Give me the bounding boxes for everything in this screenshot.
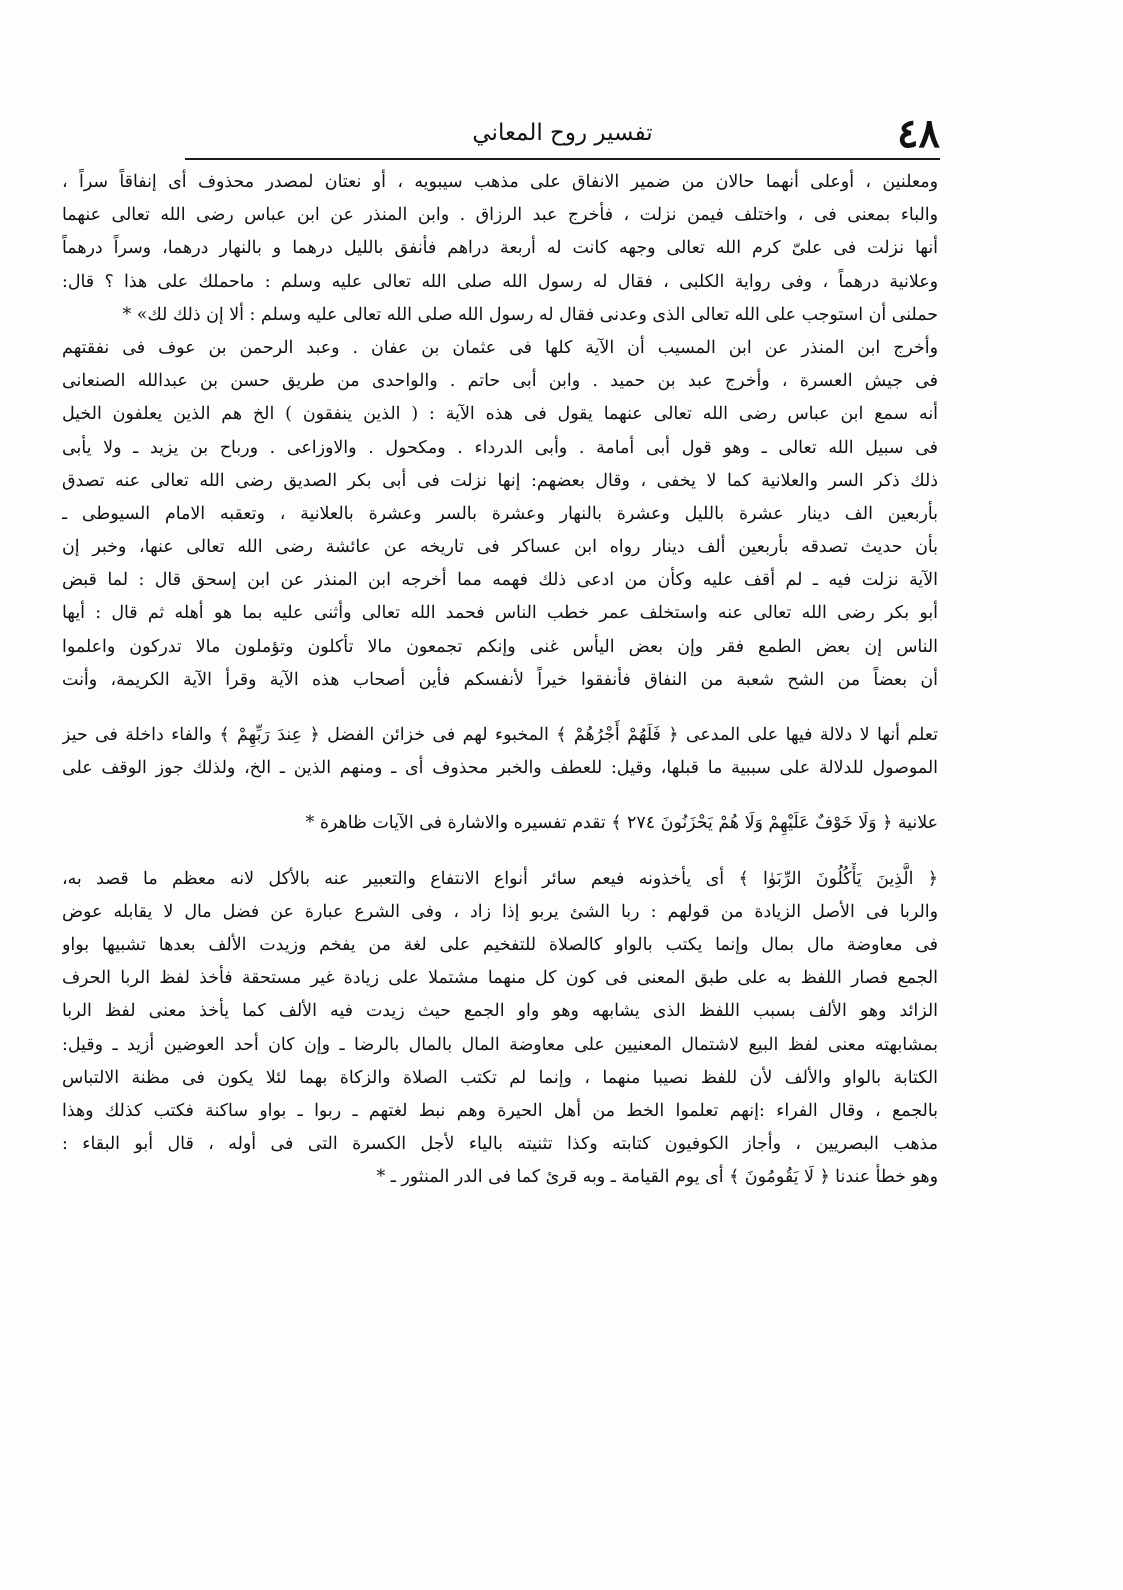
text-line: فى سبيل الله تعالى ـ وهو قول أبى أمامة . وأبى الدرداء . ومكحول . والاوزاعى . ورباح بن يزيد ـ ولا يأبى — [62, 437, 938, 458]
text-line: الآية نزلت فيه ـ لم أقف عليه وكأن من ادعى ذلك فهمه مما أخرجه ابن المنذر عن ابن إسحق قال : لما قبض — [62, 570, 938, 591]
text-line: فى جيش العسرة ، وأخرج عبد بن حميد . وابن أبى حاتم . والواحدى من طريق حسن بن عبدالله الصنعانى — [62, 371, 938, 392]
text-line: وعلانية درهماً ، وفى رواية الكلبى ، فقال له رسول الله صلى الله تعالى عليه وسلم : ماحملك على هذا ؟ قال: — [62, 271, 938, 292]
text-line: ذلك ذكر السر والعلانية كما لا يخفى ، وقال بعضهم: إنها نزلت فى أبى بكر الصديق رضى الله تعالى عنه تصدق — [62, 470, 938, 491]
text-line: مذهب البصريين ، وأجاز الكوفيون كتابته وكذا تثنيته بالياء لأجل الكسرة التى فى أوله ، قال أبو البقاء : — [62, 1134, 938, 1155]
text-line: أنه سمع ابن عباس رضى الله تعالى عنهما يقول فى هذه الآية : ( الذين ينفقون ) الخ هم الذين يعلفون الخيل — [62, 404, 938, 425]
text-line: الجمع فصار اللفظ به على طبق المعنى فى كون كل منهما مشتملا على زيادة غير مستحقة فأخذ لفظ الربا الحرف — [62, 968, 938, 989]
text-line: أن بعضاً من الشح شعبة من النفاق فأنفقوا خيراً لأنفسكم فأين أصحاب هذه الآية وقرأ الآية الكريمة، وأنت — [62, 669, 938, 690]
text-line: علانية ﴿ وَلَا خَوْفٌ عَلَيْهِمْ وَلَا هُمْ يَحْزَنُونَ ٢٧٤ ﴾ تقدم تفسيره والاشارة فى الآيات ظاهرة * — [305, 813, 938, 834]
text-line: والربا فى الأصل الزيادة من قولهم : ربا الشئ يربو إذا زاد ، وفى الشرع عبارة عن فضل مال لا يقابله عوض — [62, 901, 938, 922]
paragraph — [62, 166, 938, 332]
text-line: أبو بكر رضى الله تعالى عنه واستخلف عمر خطب الناس فحمد الله تعالى وأثنى عليه بما هو أهله ثم قال : أيها — [62, 603, 938, 624]
page-number: ٤٨ — [897, 110, 940, 157]
header-rule — [185, 158, 940, 160]
text-line: ومعلنين ، أوعلى أنهما حالان من ضمير الانفاق على مذهب سيبويه ، أو نعتان لمصدر محذوف أى إنفاقاً سراً ، — [62, 172, 938, 192]
text-line: حملنى أن استوجب على الله تعالى الذى وعدنى فقال له رسول الله صلى الله تعالى عليه وسلم : ألا إن ذلك لك» * — [122, 304, 938, 325]
paragraph — [62, 863, 938, 1195]
text-line: أنها نزلت فى علىّ كرم الله تعالى وجهه كانت له أربعة دراهم فأنفق بالليل درهما و بالنهار درهما، وسراً درهماً — [62, 238, 938, 259]
text-line: ﴿ الَّذِينَ يَأْكُلُونَ الرِّبَوٰا ﴾ أى يأخذونه فيعم سائر أنواع الانتفاع والتعبير عنه بالأكل لانه معظم ما قصد به، — [62, 868, 938, 889]
text-line: بأربعين الف دينار عشرة بالليل وعشرة بالنهار وعشرة بالسر وعشرة بالعلانية ، وتعقبه الامام السيوطى ـ — [62, 503, 938, 524]
page-header — [185, 112, 940, 160]
paragraph — [62, 332, 938, 697]
text-line: بمشابهته معنى لفظ البيع لاشتمال المعنيين على معاوضة المال بالمال بالرضا ـ وإن كان أحد العوضين أزيد ـ وقيل: — [62, 1034, 938, 1055]
text-line: بأن حديث تصدقه بأربعين ألف دينار رواه ابن عساكر فى تاريخه عن عائشة رضى الله تعالى عنها، وخبر إن — [62, 537, 938, 558]
running-title: تفسير روح المعاني — [472, 120, 653, 146]
text-line: تعلم أنها لا دلالة فيها على المدعى ﴿ فَلَهُمْ أَجْرُهُمْ ﴾ المخبوء لهم فى خزائن الفضل ﴿ عِندَ رَبِّهِمْ ﴾ والفاء داخلة فى حيز — [62, 725, 938, 745]
text-line: الزائد وهو الألف بسبب اللفظ الذى يشابهه وهو واو الجمع حيث زيدت فيه الألف كما يأخذ معنى لفظ الربا — [62, 1001, 938, 1022]
text-line: فى معاوضة مال بمال وإنما يكتب بالواو كالصلاة للتفخيم على لغة من يفخم وزيدت الألف بعدها تشبيها بواو — [62, 934, 938, 955]
text-line: بالجمع ، وقال الفراء :إنهم تعلموا الخط من أهل الحيرة وهم نبط لغتهم ـ ربوا ـ بواو ساكنة فكتب كذلك وهذا — [62, 1100, 938, 1121]
paragraph — [62, 719, 938, 785]
text-line: الموصول للدلالة على سببية ما قبلها، وقيل: للعطف والخبر محذوف أى ـ ومنهم الذين ـ الخ، ولذلك جوز الوقف على — [62, 758, 938, 779]
text-line: والباء بمعنى فى ، واختلف فيمن نزلت ، فأخرج عبد الرزاق . وابن المنذر عن ابن عباس رضى الله تعالى عنهما — [62, 205, 938, 226]
commentary-text — [62, 166, 938, 1194]
text-line: الكتابة بالواو والألف لأن للفظ نصيبا منهما ، وإنما لم تكتب الصلاة والزكاة بهما لئلا يكون فى مظنة الالتباس — [62, 1067, 938, 1088]
text-line: الناس إن بعض الطمع فقر وإن بعض اليأس غنى وإنكم تجمعون مالا تأكلون وتؤملون مالا تدركون واعلموا — [62, 636, 938, 657]
paragraph — [62, 807, 938, 840]
text-line: وهو خطأ عندنا ﴿ لَا يَقُومُونَ ﴾ أى يوم القيامة ـ وبه قرئ كما فى الدر المنثور ـ * — [376, 1167, 938, 1188]
text-line: وأخرج ابن المنذر عن ابن المسيب أن الآية كلها فى عثمان بن عفان . وعبد الرحمن بن عوف فى نفقتهم — [62, 337, 938, 358]
